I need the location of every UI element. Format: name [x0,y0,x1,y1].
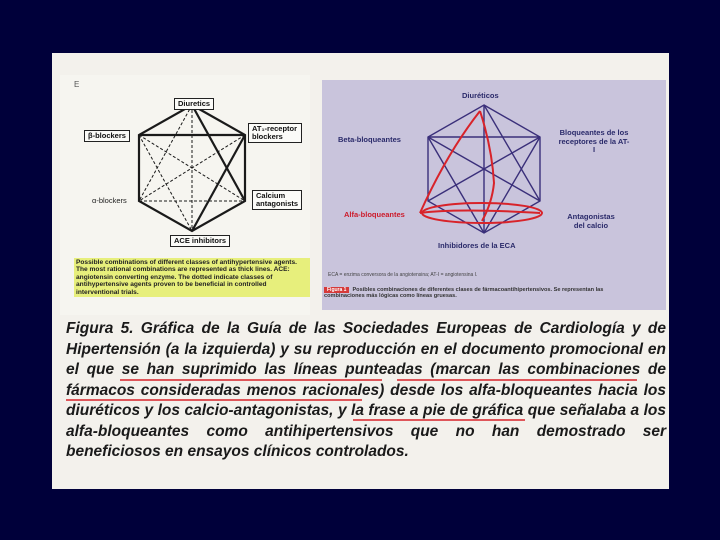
figure-tag: Figura 1 [324,287,349,293]
right-label-eca: Inhibidores de la ECA [438,241,516,250]
right-caption-text: Posibles combinaciones de diferentes clases de fármacoantihipertensivos. Se representan las combinaciones más lógicas como líneas gruesas. [324,287,604,300]
right-label-diureticos: Diuréticos [462,91,499,100]
page-marker: E [74,80,80,89]
left-label-calcium: Calcium antagonists [252,190,302,210]
left-label-at1-blockers: AT₁-receptor blockers [248,123,302,143]
right-line [484,105,540,201]
left-label-beta-blockers: β-blockers [84,130,130,142]
left-figure-caption: Possible combinations of different classes of antihypertensive agents. The most rational combinations are represented as thick lines. ACE: angiotensin converting enzyme. The dotted indicate classes of antihypertensive agents proven to be beneficial in controlled interventional trials. [74,258,310,297]
left-label-alpha-blockers: α-blockers [92,196,127,205]
right-label-receptores: Bloqueantes de los receptores de la AT-I [558,128,630,154]
document-scan [52,53,669,489]
left-hexagon-diagram [139,105,245,231]
right-source-note: ECA = enzima conversora de la angiotensina; AT-I = angiotensina I. [328,272,478,278]
left-label-diuretics: Diuretics [174,98,214,110]
red-annotation-line [480,111,494,221]
right-label-beta-bloqueantes: Beta-bloqueantes [338,135,401,144]
right-figure-caption [324,287,634,300]
left-label-ace: ACE inhibitors [170,235,230,247]
right-label-alfa-bloqueantes: Alfa-bloqueantes [344,210,405,219]
main-caption: Figura 5. Gráfica de la Guía de las Sociedades Europeas de Cardiología y de Hipertensión (a la izquierda) y su reproducción en el documento promocional en el que se han suprimido las líneas punteadas (marcan las combinaciones de fármacos consideradas menos racionales) desde los alfa-bloqueantes hacia los diuréticos y los calcio-antagonistas, y la frase a pie de gráfica que señalaba a los alfa-bloqueantes como antihipertensivos que no han demostrado ser beneficiosos en ensayos clínicos controlados. [66,320,666,460]
right-label-calcio: Antagonistas del calcio [567,212,615,230]
